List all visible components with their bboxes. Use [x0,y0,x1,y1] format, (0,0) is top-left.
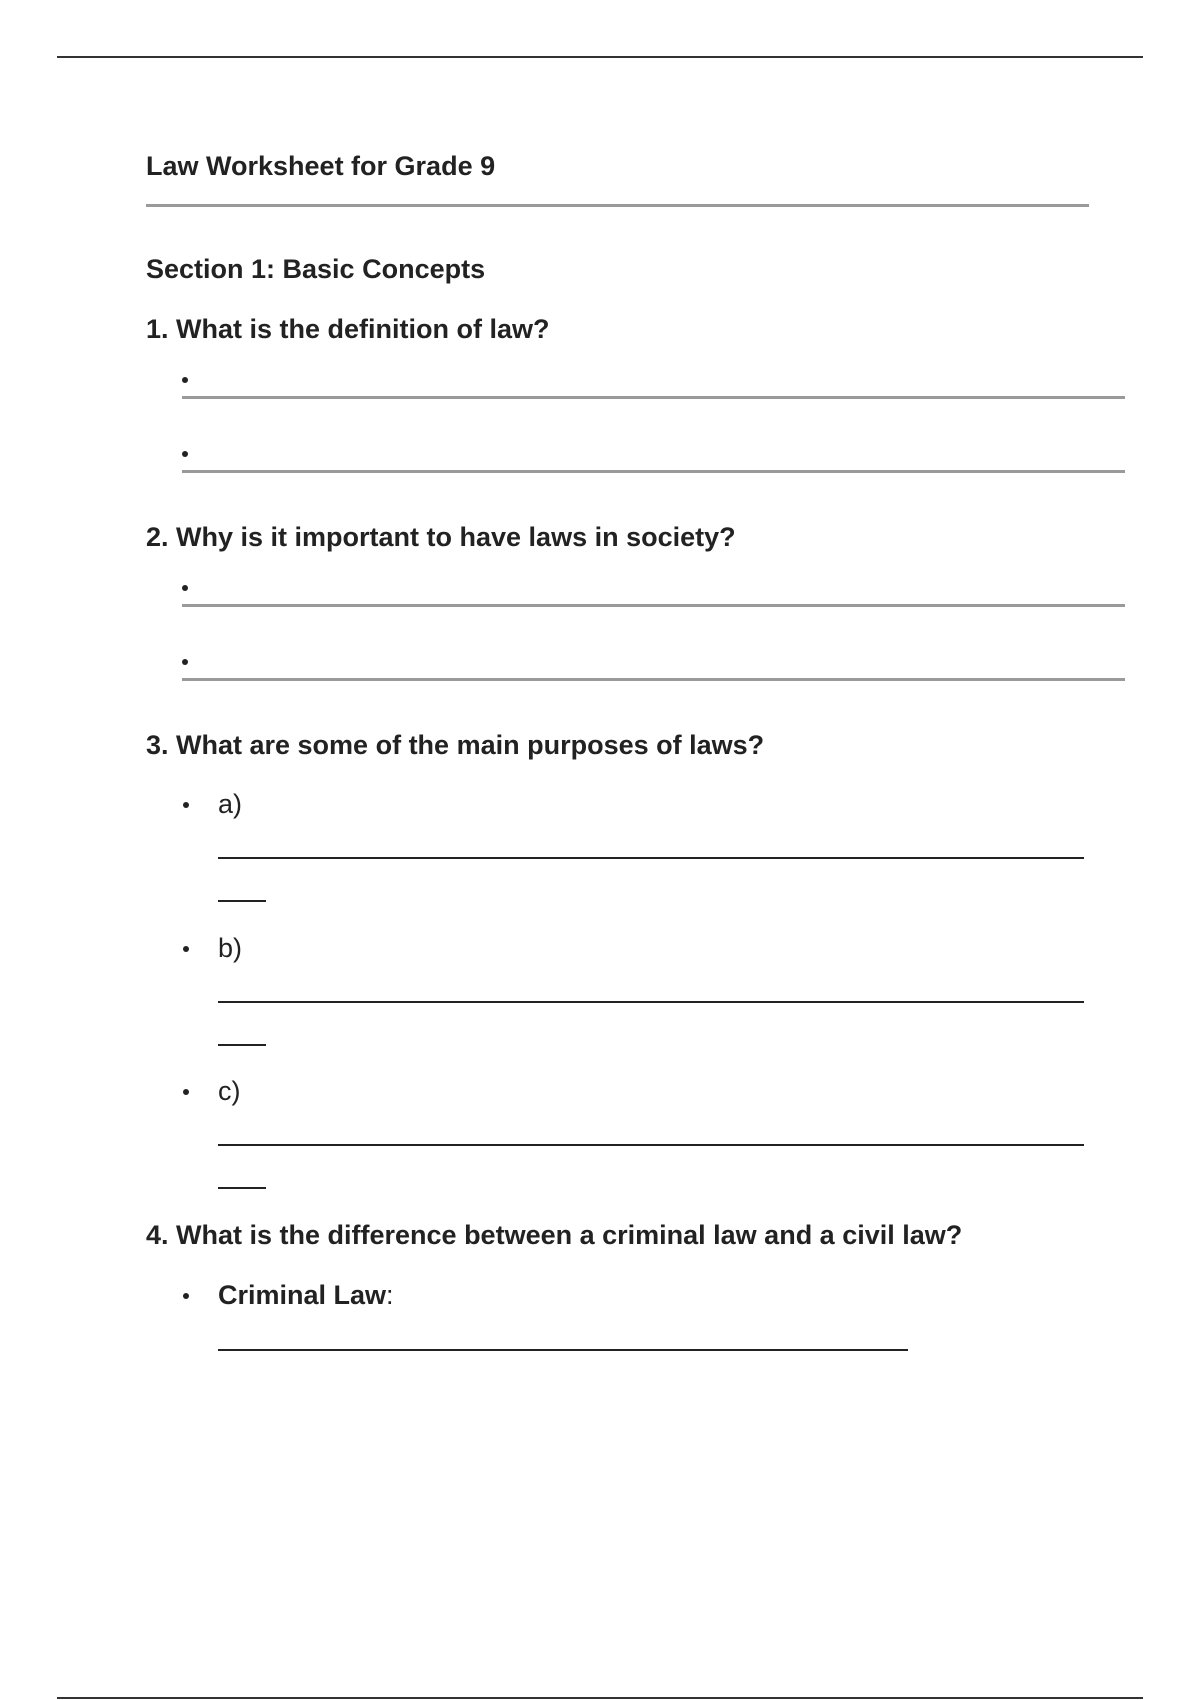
criminal-law-colon: : [386,1280,394,1310]
bullet-icon [182,377,188,383]
page-bottom-rule [57,1697,1143,1699]
title-underline [146,204,1089,207]
bullet-icon [183,802,189,808]
criminal-law-term: Criminal Law [218,1280,387,1310]
answer-line-1b[interactable] [182,470,1125,473]
bullet-icon [183,1293,189,1299]
answer-line-3b[interactable] [218,1001,1084,1003]
question-4: 4. What is the difference between a criminal law and a civil law? [146,1220,963,1250]
answer-line-3a[interactable] [218,857,1084,859]
answer-line-3c[interactable] [218,1144,1084,1146]
answer-line-1a[interactable] [182,396,1125,399]
bullet-icon [183,1089,189,1095]
purpose-item-b-label: b) [218,933,243,963]
question-2: 2. Why is it important to have laws in society? [146,522,736,552]
worksheet-title: Law Worksheet for Grade 9 [146,151,496,181]
criminal-law-label [218,1279,394,1311]
bullet-icon [182,659,188,665]
answer-line-3c-continued[interactable] [218,1187,266,1189]
answer-line-2a[interactable] [182,604,1125,607]
answer-line-2b[interactable] [182,678,1125,681]
section-heading: Section 1: Basic Concepts [146,254,486,284]
question-3: 3. What are some of the main purposes of laws? [146,730,765,760]
bullet-icon [182,451,188,457]
answer-line-3a-continued[interactable] [218,900,266,902]
bullet-icon [182,585,188,591]
answer-line-3b-continued[interactable] [218,1044,266,1046]
question-1: 1. What is the definition of law? [146,314,550,344]
purpose-item-c-label: c) [218,1076,241,1106]
purpose-item-a-label: a) [218,789,243,819]
bullet-icon [183,946,189,952]
page-top-rule [57,56,1143,58]
answer-line-criminal-law[interactable] [218,1349,908,1351]
